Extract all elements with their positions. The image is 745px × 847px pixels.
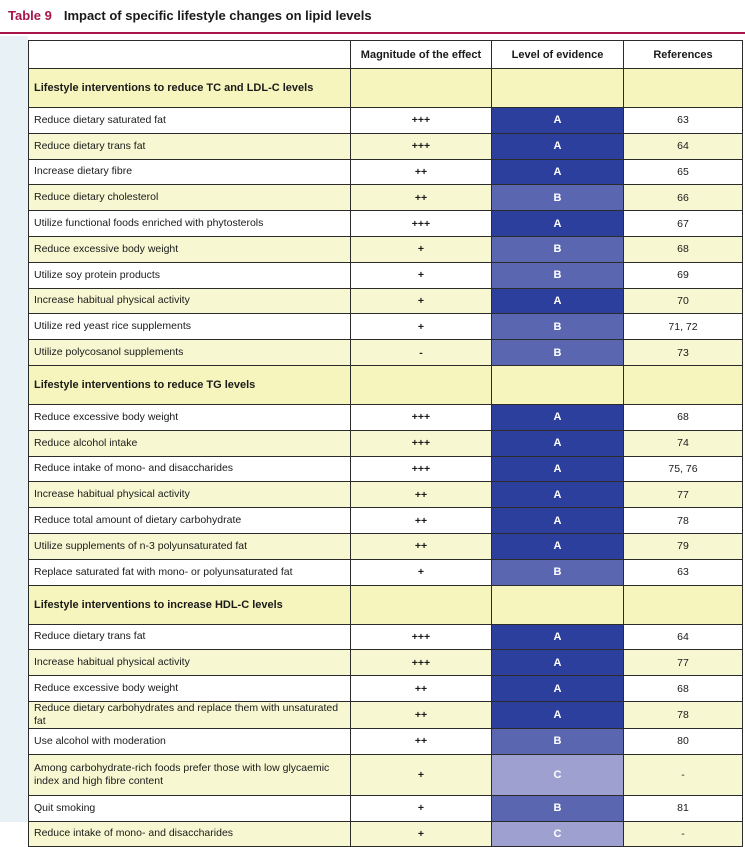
evidence-cell: B — [492, 340, 624, 366]
magnitude-cell: + — [351, 754, 492, 795]
magnitude-cell: +++ — [351, 108, 492, 134]
magnitude-cell: ++ — [351, 728, 492, 754]
intervention-cell: Reduce excessive body weight — [29, 404, 351, 430]
evidence-cell: A — [492, 533, 624, 559]
table-row — [29, 185, 743, 211]
evidence-cell: A — [492, 676, 624, 702]
intervention-cell: Utilize soy protein products — [29, 262, 351, 288]
evidence-cell: B — [492, 185, 624, 211]
magnitude-cell: + — [351, 288, 492, 314]
references-cell: 67 — [624, 211, 743, 237]
intervention-cell: Reduce intake of mono- and disaccharides — [29, 821, 351, 847]
evidence-cell: B — [492, 236, 624, 262]
intervention-cell: Increase habitual physical activity — [29, 482, 351, 508]
intervention-cell: Increase habitual physical activity — [29, 650, 351, 676]
magnitude-cell: + — [351, 821, 492, 847]
section-empty-cell — [492, 585, 624, 624]
references-cell: 65 — [624, 159, 743, 185]
magnitude-cell: + — [351, 236, 492, 262]
intervention-cell: Utilize functional foods enriched with phytosterols — [29, 211, 351, 237]
intervention-cell: Reduce alcohol intake — [29, 430, 351, 456]
table-row — [29, 676, 743, 702]
intervention-cell: Among carbohydrate-rich foods prefer those with low glycaemic index and high fibre content — [29, 754, 351, 795]
section-empty-cell — [624, 365, 743, 404]
table-row — [29, 430, 743, 456]
intervention-cell: Reduce total amount of dietary carbohydrate — [29, 508, 351, 534]
evidence-cell: C — [492, 821, 624, 847]
intervention-cell: Increase dietary fibre — [29, 159, 351, 185]
table-number: Table 9 — [8, 8, 52, 23]
intervention-cell: Utilize supplements of n-3 polyunsaturated fat — [29, 533, 351, 559]
magnitude-cell: ++ — [351, 533, 492, 559]
evidence-cell: B — [492, 728, 624, 754]
intervention-cell: Replace saturated fat with mono- or polyunsaturated fat — [29, 559, 351, 585]
magnitude-cell: ++ — [351, 185, 492, 211]
references-cell: 69 — [624, 262, 743, 288]
evidence-cell: A — [492, 482, 624, 508]
references-cell: 68 — [624, 676, 743, 702]
magnitude-cell: +++ — [351, 430, 492, 456]
intervention-cell: Reduce dietary saturated fat — [29, 108, 351, 134]
table-row — [29, 559, 743, 585]
section-title: Lifestyle interventions to reduce TG levels — [29, 365, 351, 404]
magnitude-cell: ++ — [351, 159, 492, 185]
table-row — [29, 211, 743, 237]
references-cell: 80 — [624, 728, 743, 754]
table-row — [29, 754, 743, 795]
table-row — [29, 404, 743, 430]
section-empty-cell — [492, 365, 624, 404]
table-row — [29, 795, 743, 821]
references-cell: - — [624, 754, 743, 795]
intervention-cell: Reduce dietary carbohydrates and replace them with unsaturated fat — [29, 701, 351, 728]
table-row — [29, 728, 743, 754]
magnitude-cell: + — [351, 314, 492, 340]
magnitude-cell: +++ — [351, 650, 492, 676]
section-header-row — [29, 69, 743, 108]
magnitude-cell: +++ — [351, 456, 492, 482]
table-row — [29, 236, 743, 262]
intervention-cell: Reduce dietary trans fat — [29, 133, 351, 159]
evidence-cell: A — [492, 456, 624, 482]
intervention-cell: Quit smoking — [29, 795, 351, 821]
intervention-cell: Reduce excessive body weight — [29, 676, 351, 702]
table-row — [29, 133, 743, 159]
evidence-cell: B — [492, 314, 624, 340]
evidence-cell: A — [492, 624, 624, 650]
evidence-cell: A — [492, 404, 624, 430]
section-title: Lifestyle interventions to increase HDL-C levels — [29, 585, 351, 624]
references-cell: 64 — [624, 624, 743, 650]
table-row — [29, 288, 743, 314]
header-magnitude: Magnitude of the effect — [351, 41, 492, 69]
references-cell: 64 — [624, 133, 743, 159]
header-evidence: Level of evidence — [492, 41, 624, 69]
magnitude-cell: + — [351, 559, 492, 585]
header-row — [29, 41, 743, 69]
evidence-cell: A — [492, 108, 624, 134]
table-title: Impact of specific lifestyle changes on lipid levels — [63, 8, 372, 23]
table-row — [29, 624, 743, 650]
references-cell: 73 — [624, 340, 743, 366]
intervention-cell: Reduce intake of mono- and disaccharides — [29, 456, 351, 482]
table-row — [29, 159, 743, 185]
references-cell: 63 — [624, 108, 743, 134]
intervention-cell: Reduce excessive body weight — [29, 236, 351, 262]
section-empty-cell — [624, 585, 743, 624]
page-margin-band — [0, 36, 28, 822]
references-cell: 70 — [624, 288, 743, 314]
evidence-cell: A — [492, 701, 624, 728]
references-cell: 81 — [624, 795, 743, 821]
evidence-cell: C — [492, 754, 624, 795]
section-empty-cell — [492, 69, 624, 108]
magnitude-cell: +++ — [351, 133, 492, 159]
references-cell: 77 — [624, 482, 743, 508]
magnitude-cell: ++ — [351, 482, 492, 508]
section-empty-cell — [351, 69, 492, 108]
intervention-cell: Reduce dietary cholesterol — [29, 185, 351, 211]
intervention-cell: Use alcohol with moderation — [29, 728, 351, 754]
table-row — [29, 262, 743, 288]
references-cell: 71, 72 — [624, 314, 743, 340]
evidence-cell: A — [492, 133, 624, 159]
references-cell: 78 — [624, 701, 743, 728]
intervention-cell: Utilize red yeast rice supplements — [29, 314, 351, 340]
references-cell: 77 — [624, 650, 743, 676]
evidence-cell: A — [492, 288, 624, 314]
table-row — [29, 314, 743, 340]
references-cell: - — [624, 821, 743, 847]
table-row — [29, 108, 743, 134]
section-empty-cell — [351, 365, 492, 404]
intervention-cell: Utilize polycosanol supplements — [29, 340, 351, 366]
table-caption — [0, 0, 745, 34]
magnitude-cell: ++ — [351, 701, 492, 728]
header-references: References — [624, 41, 743, 69]
references-cell: 78 — [624, 508, 743, 534]
section-empty-cell — [351, 585, 492, 624]
references-cell: 68 — [624, 404, 743, 430]
magnitude-cell: + — [351, 262, 492, 288]
evidence-cell: B — [492, 262, 624, 288]
evidence-cell: A — [492, 211, 624, 237]
table-row — [29, 533, 743, 559]
references-cell: 63 — [624, 559, 743, 585]
table-row — [29, 508, 743, 534]
evidence-cell: A — [492, 650, 624, 676]
references-cell: 66 — [624, 185, 743, 211]
magnitude-cell: ++ — [351, 508, 492, 534]
magnitude-cell: +++ — [351, 211, 492, 237]
table-row — [29, 456, 743, 482]
references-cell: 79 — [624, 533, 743, 559]
references-cell: 75, 76 — [624, 456, 743, 482]
magnitude-cell: ++ — [351, 676, 492, 702]
evidence-cell: B — [492, 795, 624, 821]
section-title: Lifestyle interventions to reduce TC and LDL-C levels — [29, 69, 351, 108]
magnitude-cell: +++ — [351, 404, 492, 430]
section-header-row — [29, 585, 743, 624]
references-cell: 68 — [624, 236, 743, 262]
table-row — [29, 650, 743, 676]
evidence-cell: B — [492, 559, 624, 585]
evidence-cell: A — [492, 508, 624, 534]
table-body — [29, 69, 743, 847]
magnitude-cell: +++ — [351, 624, 492, 650]
evidence-cell: A — [492, 159, 624, 185]
intervention-cell: Increase habitual physical activity — [29, 288, 351, 314]
table-row — [29, 340, 743, 366]
lifestyle-lipid-table — [28, 40, 743, 847]
table-row — [29, 482, 743, 508]
section-header-row — [29, 365, 743, 404]
evidence-cell: A — [492, 430, 624, 456]
table-row — [29, 701, 743, 728]
references-cell: 74 — [624, 430, 743, 456]
header-intervention — [29, 41, 351, 69]
magnitude-cell: - — [351, 340, 492, 366]
table-row — [29, 821, 743, 847]
section-empty-cell — [624, 69, 743, 108]
intervention-cell: Reduce dietary trans fat — [29, 624, 351, 650]
magnitude-cell: + — [351, 795, 492, 821]
